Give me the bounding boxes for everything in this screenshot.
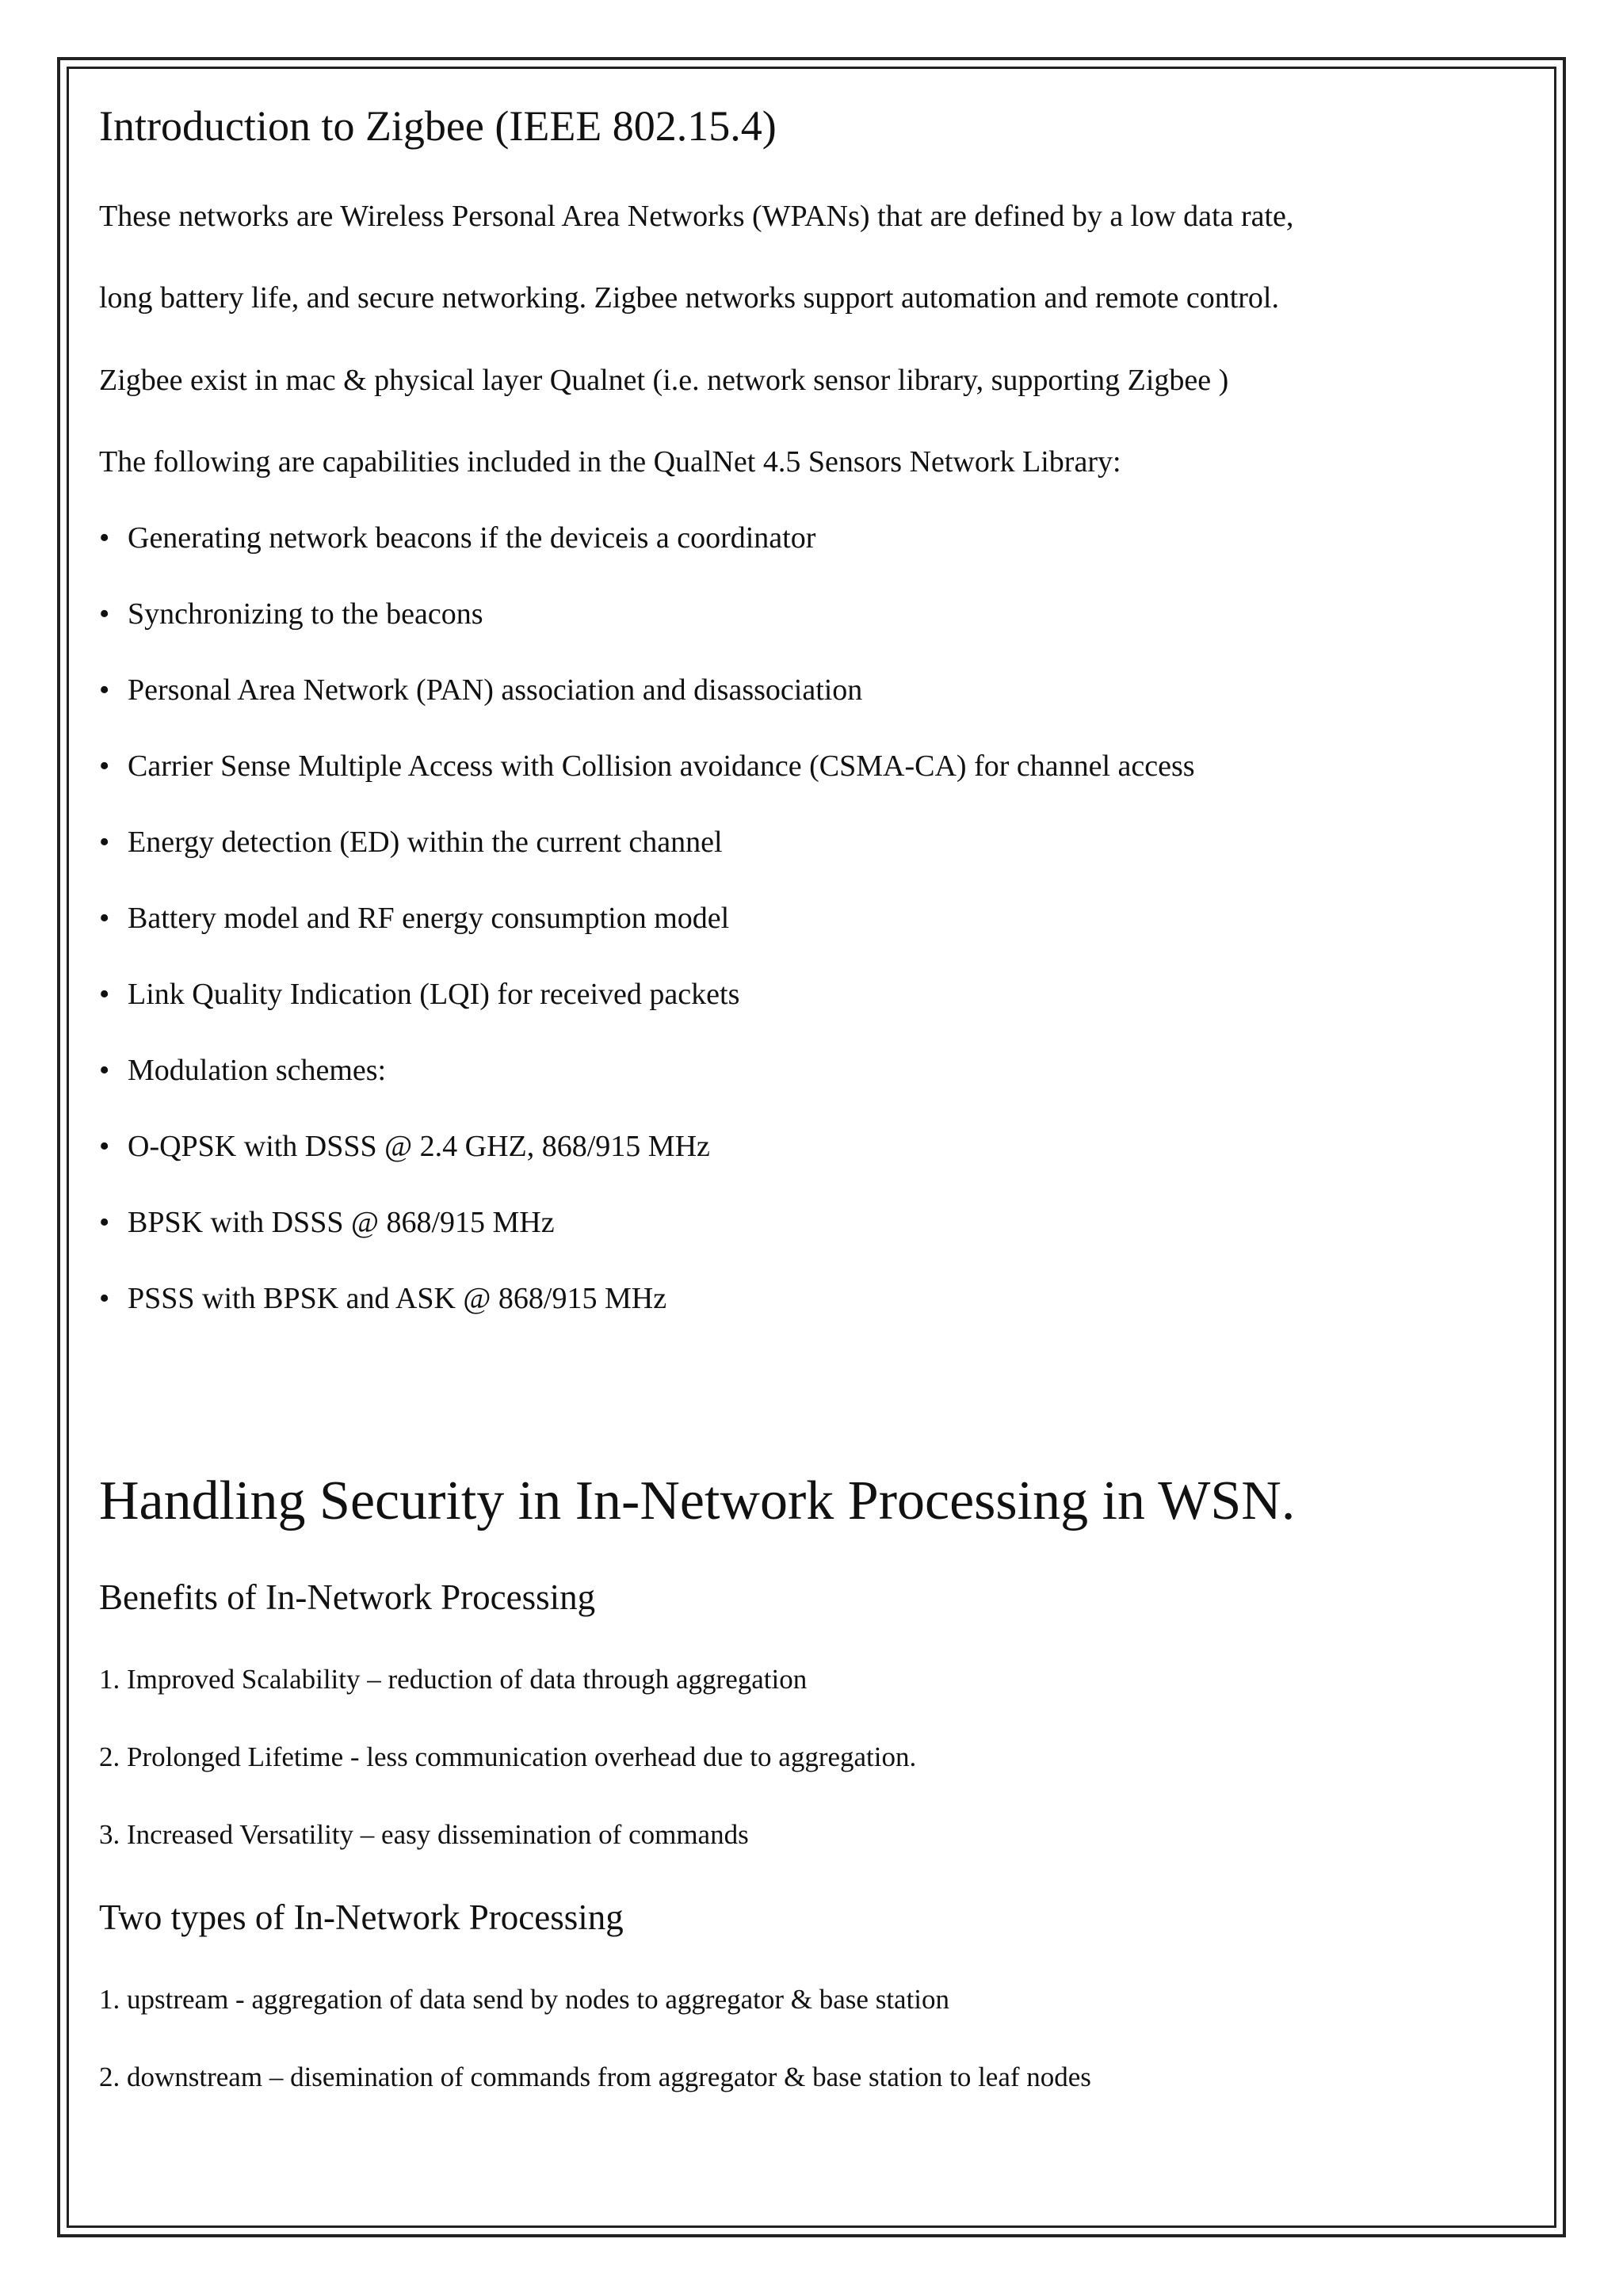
bullet-icon: •: [99, 826, 110, 859]
bullet-icon: •: [99, 521, 110, 555]
security-title: Handling Security in In-Network Processing in WSN.: [99, 1470, 1296, 1531]
capability-list-item: • Link Quality Indication (LQI) for received packets: [99, 978, 740, 1011]
zigbee-paragraph-line-1: These networks are Wireless Personal Area Networks (WPANs) that are defined by a low data rate,: [99, 200, 1294, 233]
capability-list-item: • PSSS with BPSK and ASK @ 868/915 MHz: [99, 1282, 667, 1315]
bullet-icon: •: [99, 749, 110, 783]
capability-list-item: • Battery model and RF energy consumption model: [99, 902, 730, 935]
bullet-icon: •: [99, 1282, 110, 1315]
capability-list-item: • O-QPSK with DSSS @ 2.4 GHZ, 868/915 MHz: [99, 1130, 710, 1163]
capability-list-item: • Modulation schemes:: [99, 1054, 387, 1087]
benefits-list-item: 1. Improved Scalability – reduction of data through aggregation: [99, 1664, 808, 1695]
zigbee-paragraph-line-2: long battery life, and secure networking. Zigbee networks support automation and remote control.: [99, 281, 1279, 315]
zigbee-title: Introduction to Zigbee (IEEE 802.15.4): [99, 102, 777, 150]
bullet-icon: •: [99, 1206, 110, 1239]
capability-list-item: • Personal Area Network (PAN) association and disassociation: [99, 673, 863, 707]
benefits-heading: Benefits of In-Network Processing: [99, 1577, 596, 1617]
bullet-icon: •: [99, 902, 110, 935]
types-list-item: 1. upstream - aggregation of data send by nodes to aggregator & base station: [99, 1984, 950, 2015]
benefits-list-item: 3. Increased Versatility – easy dissemination of commands: [99, 1819, 749, 1850]
bullet-icon: •: [99, 978, 110, 1011]
types-list-item: 2. downstream – disemination of commands from aggregator & base station to leaf nodes: [99, 2061, 1091, 2092]
bullet-icon: •: [99, 673, 110, 707]
capability-list-item: • BPSK with DSSS @ 868/915 MHz: [99, 1206, 555, 1239]
capability-list-item: • Generating network beacons if the deviceis a coordinator: [99, 521, 816, 555]
zigbee-paragraph-line-3: Zigbee exist in mac & physical layer Qualnet (i.e. network sensor library, supporting Zigbee ): [99, 364, 1229, 397]
bullet-icon: •: [99, 1130, 110, 1163]
bullet-icon: •: [99, 1054, 110, 1087]
capability-list-item: • Carrier Sense Multiple Access with Collision avoidance (CSMA-CA) for channel access: [99, 749, 1195, 783]
capability-list-item: • Synchronizing to the beacons: [99, 597, 483, 631]
capability-list-item: • Energy detection (ED) within the current channel: [99, 826, 723, 859]
zigbee-paragraph-line-4: The following are capabilities included in the QualNet 4.5 Sensors Network Library:: [99, 445, 1121, 479]
types-heading: Two types of In-Network Processing: [99, 1897, 624, 1937]
benefits-list-item: 2. Prolonged Lifetime - less communication overhead due to aggregation.: [99, 1741, 917, 1772]
bullet-icon: •: [99, 597, 110, 631]
